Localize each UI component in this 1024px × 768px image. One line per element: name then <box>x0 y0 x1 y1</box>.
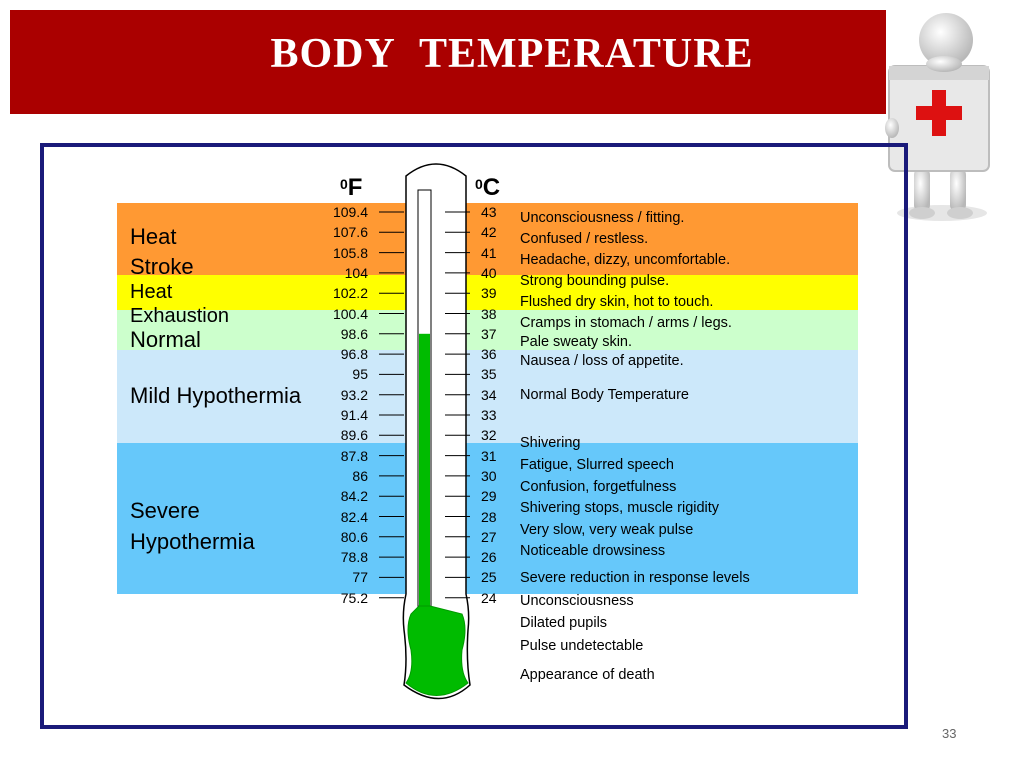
label-heat-stroke-1: Heat <box>130 224 177 249</box>
fahrenheit-tick-label: 80.6 <box>340 528 368 545</box>
page-title: BODY TEMPERATURE <box>270 31 754 77</box>
celsius-tick-label: 25 <box>481 569 497 586</box>
celsius-tick-label: 41 <box>481 244 497 261</box>
celsius-tick-label: 42 <box>481 224 497 241</box>
symptom-7: Pale sweaty skin. <box>520 334 633 350</box>
celsius-tick-label: 31 <box>481 447 497 464</box>
fahrenheit-tick-label: 78.8 <box>340 549 368 566</box>
symptom-9: Normal Body Temperature <box>520 387 689 403</box>
celsius-tick-label: 28 <box>481 508 497 525</box>
celsius-tick-label: 43 <box>481 204 497 220</box>
symptom-5: Flushed dry skin, hot to touch. <box>520 294 714 310</box>
symptom-18: Dilated pupils <box>520 615 608 631</box>
fahrenheit-tick-label: 96.8 <box>340 346 368 363</box>
celsius-tick-label: 37 <box>481 325 497 342</box>
label-severe-2: Hypothermia <box>130 529 255 554</box>
celsius-tick-label: 24 <box>481 589 497 606</box>
symptom-12: Confusion, forgetfulness <box>520 479 677 495</box>
label-heat-exhaustion-2: Exhaustion <box>130 305 229 327</box>
celsius-tick-label: 40 <box>481 264 497 281</box>
fahrenheit-tick-label: 107.6 <box>332 224 368 241</box>
fahrenheit-tick-label: 75.2 <box>340 589 368 606</box>
fahrenheit-tick-label: 91.4 <box>340 407 368 423</box>
page-number: 33 <box>942 726 957 741</box>
symptom-19: Pulse undetectable <box>520 638 644 654</box>
fahrenheit-tick-label: 102.2 <box>332 285 368 302</box>
celsius-tick-label: 34 <box>481 386 497 403</box>
celsius-tick-label: 35 <box>481 366 497 383</box>
fahrenheit-tick-label: 105.8 <box>332 244 368 261</box>
celsius-tick-label: 32 <box>481 427 497 444</box>
label-mild-hypothermia: Mild Hypothermia <box>130 383 302 408</box>
fahrenheit-tick-label: 84.2 <box>340 488 368 505</box>
symptom-3: Headache, dizzy, uncomfortable. <box>520 252 731 268</box>
label-heat-stroke-2: Stroke <box>130 254 194 279</box>
fahrenheit-tick-label: 87.8 <box>340 447 368 464</box>
celsius-tick-label: 36 <box>481 346 497 363</box>
fahrenheit-tick-label: 93.2 <box>340 386 368 403</box>
label-normal: Normal <box>130 327 201 352</box>
thermometer-mercury <box>419 334 430 610</box>
unit-c-degree: 0 <box>475 176 483 192</box>
unit-f-degree: 0 <box>340 176 348 192</box>
celsius-tick-label: 30 <box>481 467 497 484</box>
symptom-6: Cramps in stomach / arms / legs. <box>520 315 732 331</box>
fahrenheit-tick-label: 98.6 <box>340 325 368 342</box>
celsius-tick-label: 33 <box>481 407 497 423</box>
symptom-16: Severe reduction in response levels <box>520 570 750 586</box>
celsius-tick-label: 26 <box>481 549 497 566</box>
fahrenheit-tick-label: 77 <box>352 569 368 586</box>
celsius-tick-label: 29 <box>481 488 497 505</box>
symptom-4: Strong bounding pulse. <box>520 273 670 289</box>
symptom-17: Unconsciousness <box>520 593 634 609</box>
celsius-tick-label: 38 <box>481 305 497 322</box>
symptom-13: Shivering stops, muscle rigidity <box>520 500 720 516</box>
label-severe-1: Severe <box>130 498 200 523</box>
symptom-14: Very slow, very weak pulse <box>520 522 694 538</box>
thermometer-bulb <box>406 606 468 696</box>
symptom-2: Confused / restless. <box>520 231 649 247</box>
symptom-8: Nausea / loss of appetite. <box>520 353 684 369</box>
celsius-tick-label: 27 <box>481 528 497 545</box>
fahrenheit-tick-label: 95 <box>352 366 368 383</box>
symptom-20: Appearance of death <box>520 667 655 683</box>
fahrenheit-tick-label: 104 <box>344 264 368 281</box>
fahrenheit-tick-label: 86 <box>352 467 368 484</box>
fahrenheit-tick-label: 89.6 <box>340 427 368 444</box>
label-heat-exhaustion-1: Heat <box>130 281 173 303</box>
symptom-15: Noticeable drowsiness <box>520 543 666 559</box>
symptom-1: Unconsciousness / fitting. <box>520 210 685 226</box>
fahrenheit-tick-label: 82.4 <box>340 508 368 525</box>
symptom-11: Fatigue, Slurred speech <box>520 457 674 473</box>
fahrenheit-tick-label: 109.4 <box>332 204 368 220</box>
celsius-tick-label: 39 <box>481 285 497 302</box>
unit-c-letter: C <box>482 174 501 201</box>
fahrenheit-tick-label: 100.4 <box>332 305 368 322</box>
symptom-10: Shivering <box>520 435 581 451</box>
unit-f-letter: F <box>347 174 363 201</box>
